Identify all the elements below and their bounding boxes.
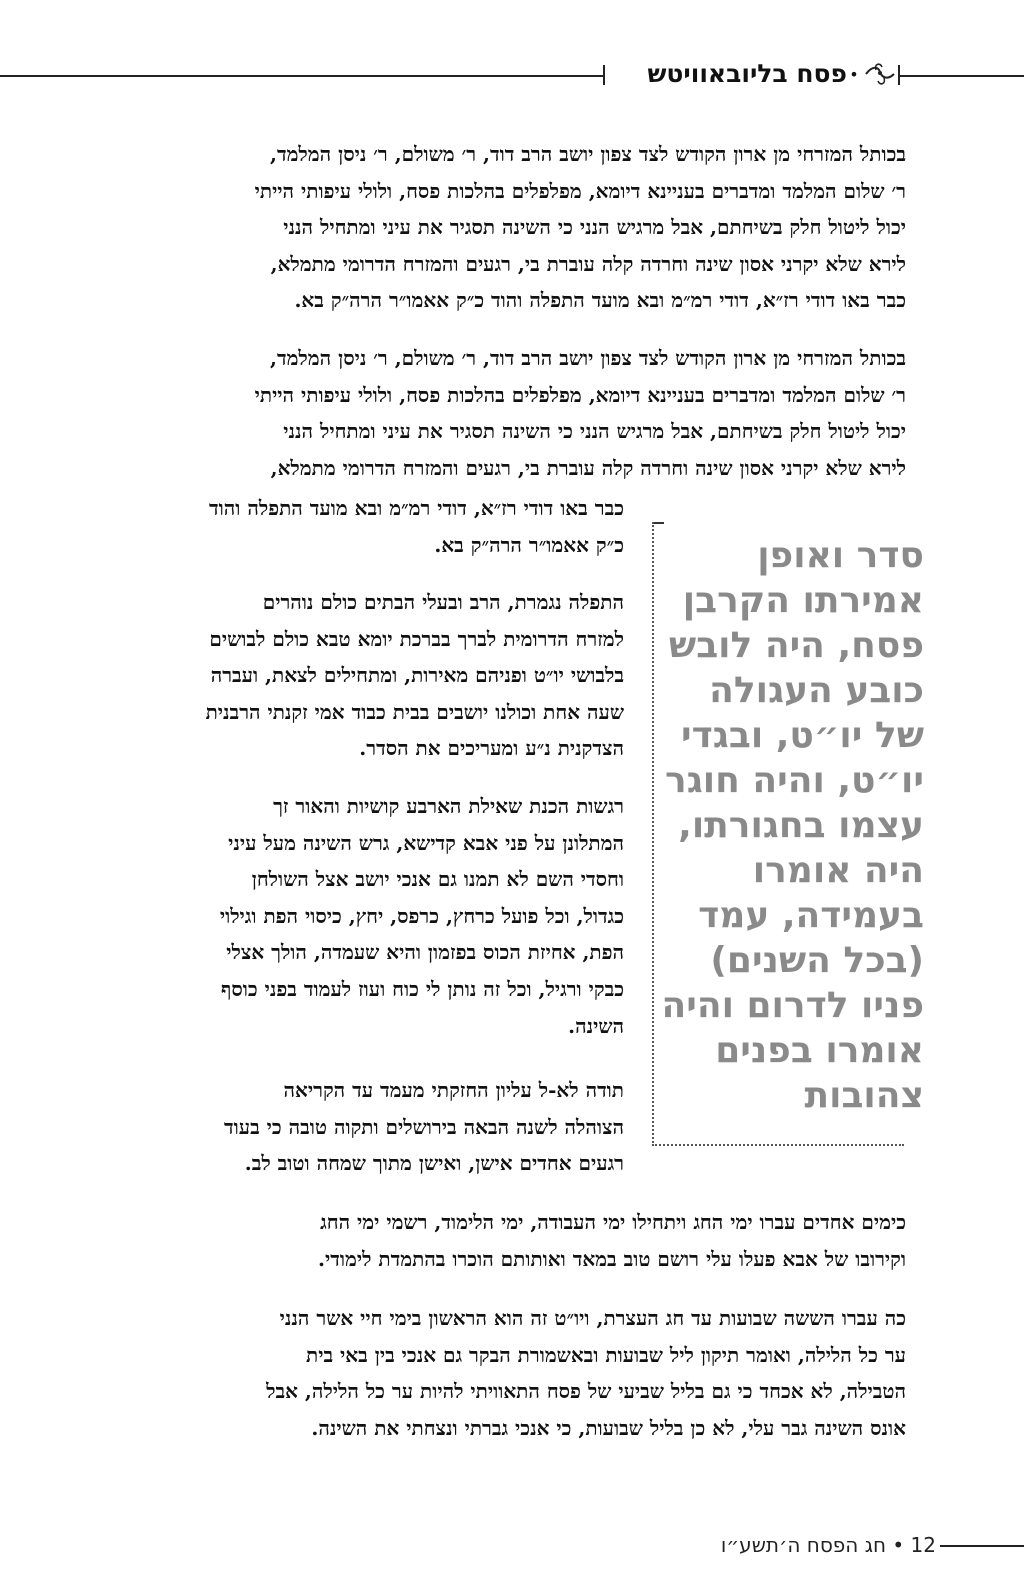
pullquote-line: של יו״ט, ובגדי: [681, 715, 924, 756]
text-line: כבר באו דודי רז״א, דודי רמ״מ ובא מועד התפלה והוד כ״ק אאמו״ר הרה״ק בא.: [294, 288, 906, 313]
pullquote-line: פניו לדרום והיה: [661, 985, 924, 1026]
text-line: כה עברו הששה שבועות עד חג העצרת, ויו״ט זה הוא הראשון בימי חיי אשר הנני: [279, 1306, 906, 1330]
text-line: הצוהלה לשנה הבאה בירושלים ותקוה טובה כי בעוד: [224, 1114, 624, 1139]
text-line: לירא שלא יקרני אסון שינה וחרדה קלה עוברת בי, רגעים והמזרח הדרומי מתמלא,: [270, 251, 906, 276]
text-line: ר׳ שלום המלמד ומדברים בעניינא דיומא, מפלפלים בהלכות פסח, ולולי עיפותי הייתי: [254, 178, 906, 203]
pullquote-line: אמירתו הקרבן: [682, 580, 924, 621]
pullquote-line: עצמו בחגורתו,: [678, 805, 924, 846]
publication-title: חג הפסח ה׳תשע״ו: [720, 1533, 887, 1557]
text-line: כימים אחדים עברו ימי החג ויתחילו ימי העבודה, ימי הלימוד, רשמי ימי החג: [320, 1210, 906, 1234]
paragraph-3: [152, 490, 624, 563]
text-line: אונס השינה גבר עלי, לא כן בליל שבועות, כי אנכי גברתי ונצחתי את השינה.: [311, 1415, 906, 1440]
paragraph-5: [152, 788, 624, 1044]
text-line: כבר באו דודי רז״א, דודי רמ״מ ובא מועד התפלה והוד: [209, 496, 624, 520]
text-line: יכול ליטול חלק בשיחתם, אבל מרגיש הנני כי השינה תסגיר את עיני ומתחיל הנני: [283, 215, 906, 240]
paragraph-2: [152, 340, 906, 486]
pullquote-line: פסח, היה לובש: [668, 625, 924, 666]
text-line: רגשות הכנת שאילת הארבע קושיות והאור זך: [273, 794, 624, 818]
text-line: לירא שלא יקרני אסון שינה וחרדה קלה עוברת בי, רגעים והמזרח הדרומי מתמלא,: [270, 455, 906, 480]
pullquote-line: היה אומרו: [752, 850, 924, 891]
text-line: וקירובו של אבא פעלו עלי רושם טוב במאד ואותותם הוכרו בהתמדת לימודי.: [318, 1246, 906, 1271]
text-line: המתלונן על פני אבא קדישא, גרש השינה מעל עיני: [228, 830, 624, 855]
pullquote-line: אומרו בפנים: [715, 1030, 924, 1071]
text-line: בכותל המזרחי מן ארון הקודש לצד צפון יושב הרב דוד, ר׳ משולם, ר׳ ניסן המלמד,: [269, 346, 906, 370]
paragraph-8: [152, 1300, 906, 1446]
text-line: למזרח הדרומית לברך בברכת יומא טבא כולם לבושים: [209, 626, 624, 651]
text-line: כגדול, וכל פועל כרחץ, כרפס, יחץ, כיסוי הפת וגילוי: [219, 903, 624, 928]
text-line: יכול ליטול חלק בשיחתם, אבל מרגיש הנני כי השינה תסגיר את עיני ומתחיל הנני: [283, 419, 906, 444]
page-footer: [700, 1530, 936, 1560]
text-line: שעה אחת וכולנו יושבים בבית כבוד אמי זקנתי הרבנית: [205, 699, 624, 724]
header-rule-tick-left: [603, 65, 605, 85]
text-line: וחסדי השם לא תמנו גם אנכי יושב אצל השולחן: [251, 867, 624, 892]
pullquote-dotted-rule: [652, 522, 654, 1146]
pullquote-line: יו״ט, והיה חוגר: [665, 760, 924, 801]
text-line: הצדקנית נ״ע ומעריכים את הסדר.: [359, 736, 624, 761]
text-line: הטבילה, לא אכחד כי גם בליל שביעי של פסח התאוויתי להיות ער כל הלילה, אבל: [266, 1379, 906, 1404]
paragraph-6: [152, 1072, 624, 1182]
footer-rule: [940, 1545, 1024, 1547]
fleuron-icon: [862, 58, 898, 88]
header-rule-right: [900, 75, 1024, 77]
header-rule-left: [0, 75, 605, 77]
pullquote-line: סדר ואופן: [757, 535, 924, 576]
text-line: בלבושי יו״ט ופניהם מאירות, ומתחילים לצאת, ועברה: [210, 663, 624, 688]
text-line: רגעים אחדים אישן, ואישן מתוך שמחה וטוב לב.: [244, 1151, 624, 1176]
text-line: בכותל המזרחי מן ארון הקודש לצד צפון יושב הרב דוד, ר׳ משולם, ר׳ ניסן המלמד,: [269, 142, 906, 166]
text-line: כבקי ורגיל, וכל זה נותן לי כוח ועוז לעמוד בפני כוסף: [221, 976, 624, 1001]
pullquote-bottom-rule: [652, 1144, 904, 1146]
paragraph-1: [152, 136, 906, 319]
running-header-title: פסח בליובאוויטש: [647, 59, 847, 88]
paragraph-4: [152, 584, 624, 767]
footer-separator: •: [892, 1533, 905, 1557]
pullquote-line: (בכל השנים): [710, 940, 924, 981]
pullquote-line: כובע העגולה: [709, 670, 924, 711]
text-line: ער כל הלילה, ואומר תיקון ליל שבועות ובאשמורת הבקר גם אנכי בין באי בית: [306, 1342, 906, 1367]
pullquote-line: צהובות: [804, 1075, 924, 1116]
text-line: כ״ק אאמו״ר הרה״ק בא.: [434, 532, 624, 557]
text-line: ר׳ שלום המלמד ומדברים בעניינא דיומא, מפלפלים בהלכות פסח, ולולי עיפותי הייתי: [254, 382, 906, 407]
text-line: תודה לא-ל עליון החזקתי מעמד עד הקריאה: [283, 1078, 624, 1102]
pullquote-line: בעמידה, עמד: [698, 895, 924, 936]
pullquote: [662, 533, 924, 1118]
text-line: השינה.: [568, 1013, 624, 1038]
paragraph-7: [152, 1204, 906, 1277]
page-number: 12: [910, 1533, 936, 1557]
header-bullet: •: [849, 65, 859, 84]
text-line: הפת, אחיזת הכוס בפזמון והיא שעמדה, הולך אצלי: [226, 940, 624, 965]
text-line: התפלה נגמרת, הרב ובעלי הבתים כולם נוהרים: [262, 590, 624, 614]
